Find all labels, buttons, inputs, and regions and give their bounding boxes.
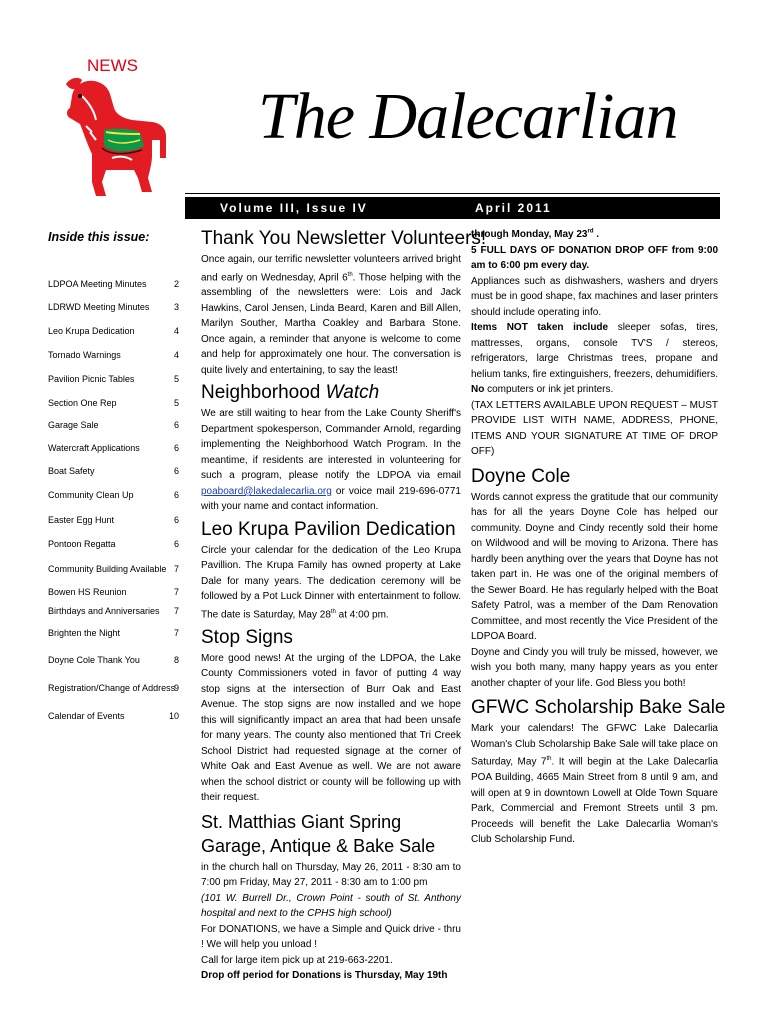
article-body: Circle your calendar for the dedication of the Leo Krupa Pavillion. The Krupa Family has owned property at Lake Dale for many years. The dedication ceremony will be followed by a Pot Luck Dinner with entertainment to follow. The date is Saturday, May 28th at 4:00 pm. xyxy=(201,544,461,621)
masthead-title: The Dalecarlian xyxy=(258,80,678,153)
article-body: We are still waiting to hear from the Lake County Sheriff's Department spokesperson, Commander Arnold, regarding implementing the Neighborhood Watch Program. In the meantime, if residents are interested in volunteering for such a program, please notify the LDPOA via email poaboard@lakedalecarlia.org or voice mail 219-696-0771 with your name and contact information. xyxy=(201,408,461,513)
article-heading: GFWC Scholarship Bake Sale xyxy=(471,697,726,719)
toc-item-page: 5 xyxy=(173,398,179,408)
toc-item-page: 4 xyxy=(173,326,179,336)
toc-item-title: Registration/Change of Address xyxy=(48,683,176,693)
article-body: Call for large item pick up at 219-663-2201. xyxy=(201,954,393,966)
toc-item-title: Community Building Available xyxy=(48,564,167,574)
toc-item-title: Calendar of Events xyxy=(48,711,125,721)
toc-item-title: Boat Safety xyxy=(48,466,95,476)
column-right xyxy=(471,225,726,848)
toc-item-title: LDPOA Meeting Minutes xyxy=(48,279,147,289)
article-body: Words cannot express the gratitude that our community has for all the years Doyne Cole has helped our community. Doyne and Cindy recently sold their home on Wildwood and will be moving to Arizona. There has hardly been anything over the years that Doyne has not taken part in. He was one of the original members of the Sewer Board. He has regularly helped with the Boat Safety Patrol, was a member of the Dam Renovation Committee, and most recently the Vice President of the LDPOA Board. xyxy=(471,491,718,643)
toc-item-page: 6 xyxy=(173,539,179,549)
toc-item-title: Section One Rep xyxy=(48,398,117,408)
article-body: Doyne and Cindy you will truly be missed, however, we wish you both many, many happy years as you enter another chapter of your life. God Bless you both! xyxy=(471,646,718,689)
toc-item-title: LDRWD Meeting Minutes xyxy=(48,302,150,312)
toc-item-page: 6 xyxy=(173,420,179,430)
toc-item-page: 6 xyxy=(173,466,179,476)
toc-item-page: 7 xyxy=(173,606,179,616)
toc-heading: Inside this issue: xyxy=(48,230,150,244)
article-body: Drop off period for Donations is Thursday, May 19th xyxy=(201,970,448,982)
toc-item-title: Bowen HS Reunion xyxy=(48,587,127,597)
toc-item-page: 2 xyxy=(173,279,179,289)
news-label: NEWS xyxy=(87,56,138,75)
toc-item-page: 7 xyxy=(173,564,179,574)
dala-horse-logo xyxy=(52,74,176,222)
article-heading: Garage, Antique & Bake Sale xyxy=(201,835,436,856)
article-heading: Leo Krupa Pavilion Dedication xyxy=(201,518,456,540)
article-body: (101 W. Burrell Dr., Crown Point - south of St. Anthony hospital and next to the CPHS high school) xyxy=(201,892,461,920)
article-heading: Neighborhood Watch xyxy=(201,382,380,404)
article-body: Appliances such as dishwashers, washers and dryers must be in good shape, fax machines and laser printers should include operating info. xyxy=(471,275,718,318)
article-heading: Doyne Cole xyxy=(471,465,571,487)
toc-item-title: Garage Sale xyxy=(48,420,99,430)
article-body: through Monday, May 23rd . xyxy=(471,229,600,241)
toc-item-page: 6 xyxy=(173,490,179,500)
article-body: Once again, our terrific newsletter volunteers arrived bright and early on Wednesday, April 6th. Those helping with the assembling of the newsletters were: Lois and Jack Hawkins, Carol Jensen, Linda Beard, Karen and Bill Allen, Marilyn Souther, Martha Coakley and Barbara Stone. Once again, a reminder that anyone is welcome to come and help for approximately one hour. The conversation is quite lively and entertaining, to say the least! xyxy=(201,254,461,376)
article-body: Items NOT taken include sleeper sofas, tires, mattresses, organs, console TV'S / stereos, refrigerators, large Christmas trees, propane and helium tanks, fire extinguishers, freezers, dehumidifiers. No computers or ink jet printers. xyxy=(471,322,718,396)
article-heading: Thank You Newsletter Volunteers! xyxy=(201,228,487,249)
article-body: 5 FULL DAYS OF DONATION DROP OFF from 9:00 am to 6:00 pm every day. xyxy=(471,244,718,272)
toc-item-title: Leo Krupa Dedication xyxy=(48,326,135,336)
toc-item-page: 8 xyxy=(173,655,179,665)
toc-item-title: Birthdays and Anniversaries xyxy=(48,606,160,616)
article-body: (TAX LETTERS AVAILABLE UPON REQUEST – MUST PROVIDE LIST WITH NAME, ADDRESS, PHONE, ITEMS AND YOUR SIGNATURE AT TIME OF DROP OFF) xyxy=(471,399,718,458)
article-body: Mark your calendars! The GFWC Lake Dalecarlia Woman's Club Scholarship Bake Sale will take place on Saturday, May 7th. It will begin at the Lake Dalecarlia POA Building, 4665 Main Street from 8 until 9 am, and will open at 9 in downtown Lowell at Olde Town Square Park, Commercial and Fremont Streets until 3 pm. Proceeds will benefit the Lake Dalecarlia Woman's Club Scholarship Fund. xyxy=(471,723,719,846)
toc-item-page: 4 xyxy=(173,350,179,360)
toc-item-title: Tornado Warnings xyxy=(48,350,121,360)
article-body: in the church hall on Thursday, May 26, 2011 - 8:30 am to 7:00 pm Friday, May 27, 2011 - 8:30 am to 1:00 pm xyxy=(201,861,461,889)
toc-item-page: 3 xyxy=(173,302,179,312)
toc-item-title: Brighten the Night xyxy=(48,628,121,638)
toc-item-page: 6 xyxy=(173,443,179,453)
toc-item-title: Community Clean Up xyxy=(48,490,134,500)
email-link[interactable]: poaboard@lakedalecarlia.org xyxy=(201,485,332,497)
masthead-rule xyxy=(185,193,720,194)
toc-item-title: Pavilion Picnic Tables xyxy=(48,374,135,384)
volume-label: Volume III, Issue IV xyxy=(220,201,368,215)
article-heading: Stop Signs xyxy=(201,626,293,648)
issue-bar xyxy=(185,197,720,219)
toc-item-title: Pontoon Regatta xyxy=(48,539,116,549)
article-body: For DONATIONS, we have a Simple and Quick drive - thru ! We will help you unload ! xyxy=(201,923,461,951)
toc-item-page: 9 xyxy=(173,683,179,693)
toc-item-title: Watercraft Applications xyxy=(48,443,140,453)
toc-item-page: 10 xyxy=(168,711,179,721)
toc-item-page: 6 xyxy=(173,515,179,525)
toc-item-page: 7 xyxy=(173,628,179,638)
column-middle xyxy=(201,228,487,984)
toc-item-title: Easter Egg Hunt xyxy=(48,515,115,525)
issue-date: April 2011 xyxy=(475,201,552,215)
toc-item-title: Doyne Cole Thank You xyxy=(48,655,140,665)
toc-item-page: 7 xyxy=(173,587,179,597)
article-heading: St. Matthias Giant Spring xyxy=(201,811,402,832)
article-body: More good news! At the urging of the LDPOA, the Lake County Commissioners voted in favor of putting 4 way stop signs at the intersection of Burr Oak and East Avenue. The stop signs are now installed and we hope this will significantly impact an area that had been unsafe for many years. The county also mentioned that Tri Creek School District had requested signage at the corner of White Oak and East Avenue as well. We are not aware when the school district or county will be following up with their request. xyxy=(201,652,461,804)
toc-item-page: 5 xyxy=(173,374,179,384)
